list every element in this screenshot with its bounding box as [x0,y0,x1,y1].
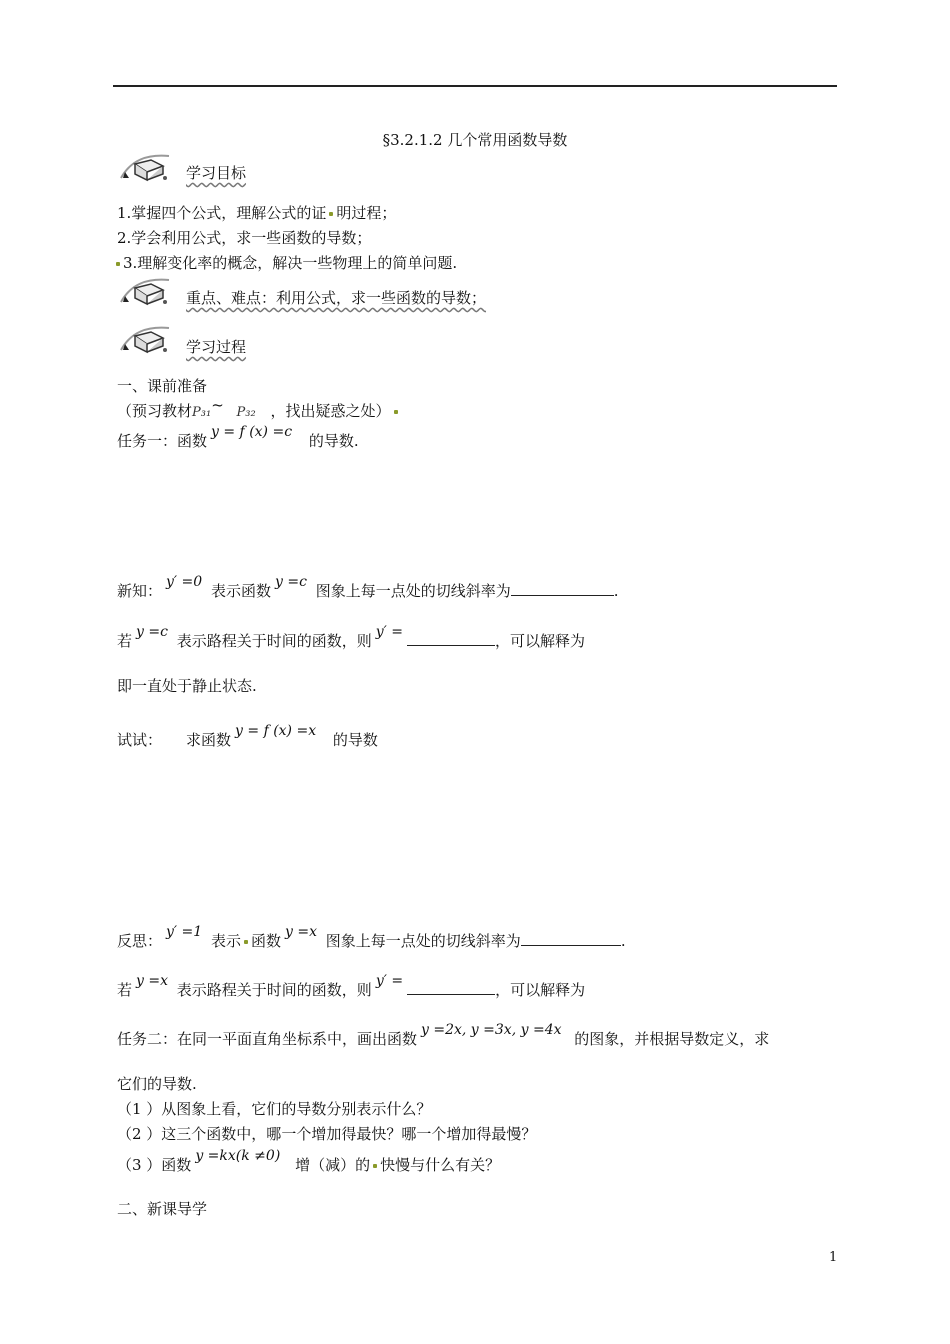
still-line: 即一直处于静止状态. [117,677,257,695]
math-formula: y′ =1 [166,924,203,940]
question-1: （1 ）从图象上看，它们的导数分别表示什么？ [117,1100,432,1118]
goal-2: 2.学会利用公式，求一些函数的导数； [117,229,372,247]
question-3: （3 ）函数 y =kx(k ≠0) 增（减）的 快慢与什么有关？ [117,1148,501,1174]
goal-3: 3.理解变化率的概念，解决一些物理上的简单问题. [113,254,457,272]
math-formula: y =kx(k ≠0) [195,1148,281,1164]
math-formula: y′ =0 [166,574,203,590]
key-points: 重点、难点：利用公式，求一些函数的导数； [186,289,487,307]
math-formula: y = f (x) =x [235,723,317,739]
math-formula: y = f (x) =c [211,424,293,440]
math-formula: y =c [275,574,307,590]
math-formula: y =c [136,624,168,640]
math-formula: y′ = [375,624,404,640]
part1-heading: 一、课前准备 [117,377,208,395]
task2-cont: 它们的导数. [117,1075,197,1093]
mark-dot [244,940,248,944]
page-number: 1 [829,1250,838,1265]
book-icon [117,274,175,308]
part2-heading: 二、新课导学 [117,1200,208,1218]
mark-dot [373,1164,377,1168]
header-rule [113,85,837,87]
if1-line: 若 y =c 表示路程关于时间的函数，则 y′ = ，可以解释为 [117,624,586,650]
math-formula: y =x [136,973,169,989]
answer-blank[interactable] [511,581,614,596]
answer-blank[interactable] [407,631,495,646]
goals-heading: 学习目标 [186,164,247,182]
question-2: （2 ）这三个函数中，哪一个增加得最快？哪一个增加得最慢？ [117,1125,537,1143]
book-icon [117,150,175,184]
math-formula: y =x [285,924,318,940]
goal-1: 1.掌握四个公式，理解公式的证 明过程； [117,204,397,222]
try-line: 试试： 求函数 y = f (x) =x 的导数 [117,723,378,749]
mark-dot [394,410,398,414]
book-icon [117,322,175,356]
math-formula: y =2x, y =3x, y =4x [421,1022,562,1038]
task2-line: 任务二：在同一平面直角坐标系中，画出函数 y =2x, y =3x, y =4x 的图象，并根据导数定义，求 [117,1022,770,1048]
new-knowledge-line: 新知： y′ =0 表示函数 y =c 图象上每一点处的切线斜率为 . [117,574,619,600]
mark-dot [116,262,120,266]
task1-line: 任务一：函数 y = f (x) =c 的导数. [117,424,359,450]
preview-line: （预习教材P₃₁~ P₃₂ ，找出疑惑之处） [117,402,401,422]
reflection-line: 反思： y′ =1 表示 函数 y =x 图象上每一点处的切线斜率为 . [117,924,626,950]
mark-dot [329,212,333,216]
page-title: §3.2.1.2 几个常用函数导数 [382,131,568,149]
answer-blank[interactable] [521,931,621,946]
answer-blank[interactable] [407,980,495,995]
math-formula: y′ = [375,973,404,989]
if2-line: 若 y =x 表示路程关于时间的函数，则 y′ = ，可以解释为 [117,973,586,999]
process-heading: 学习过程 [186,338,247,356]
